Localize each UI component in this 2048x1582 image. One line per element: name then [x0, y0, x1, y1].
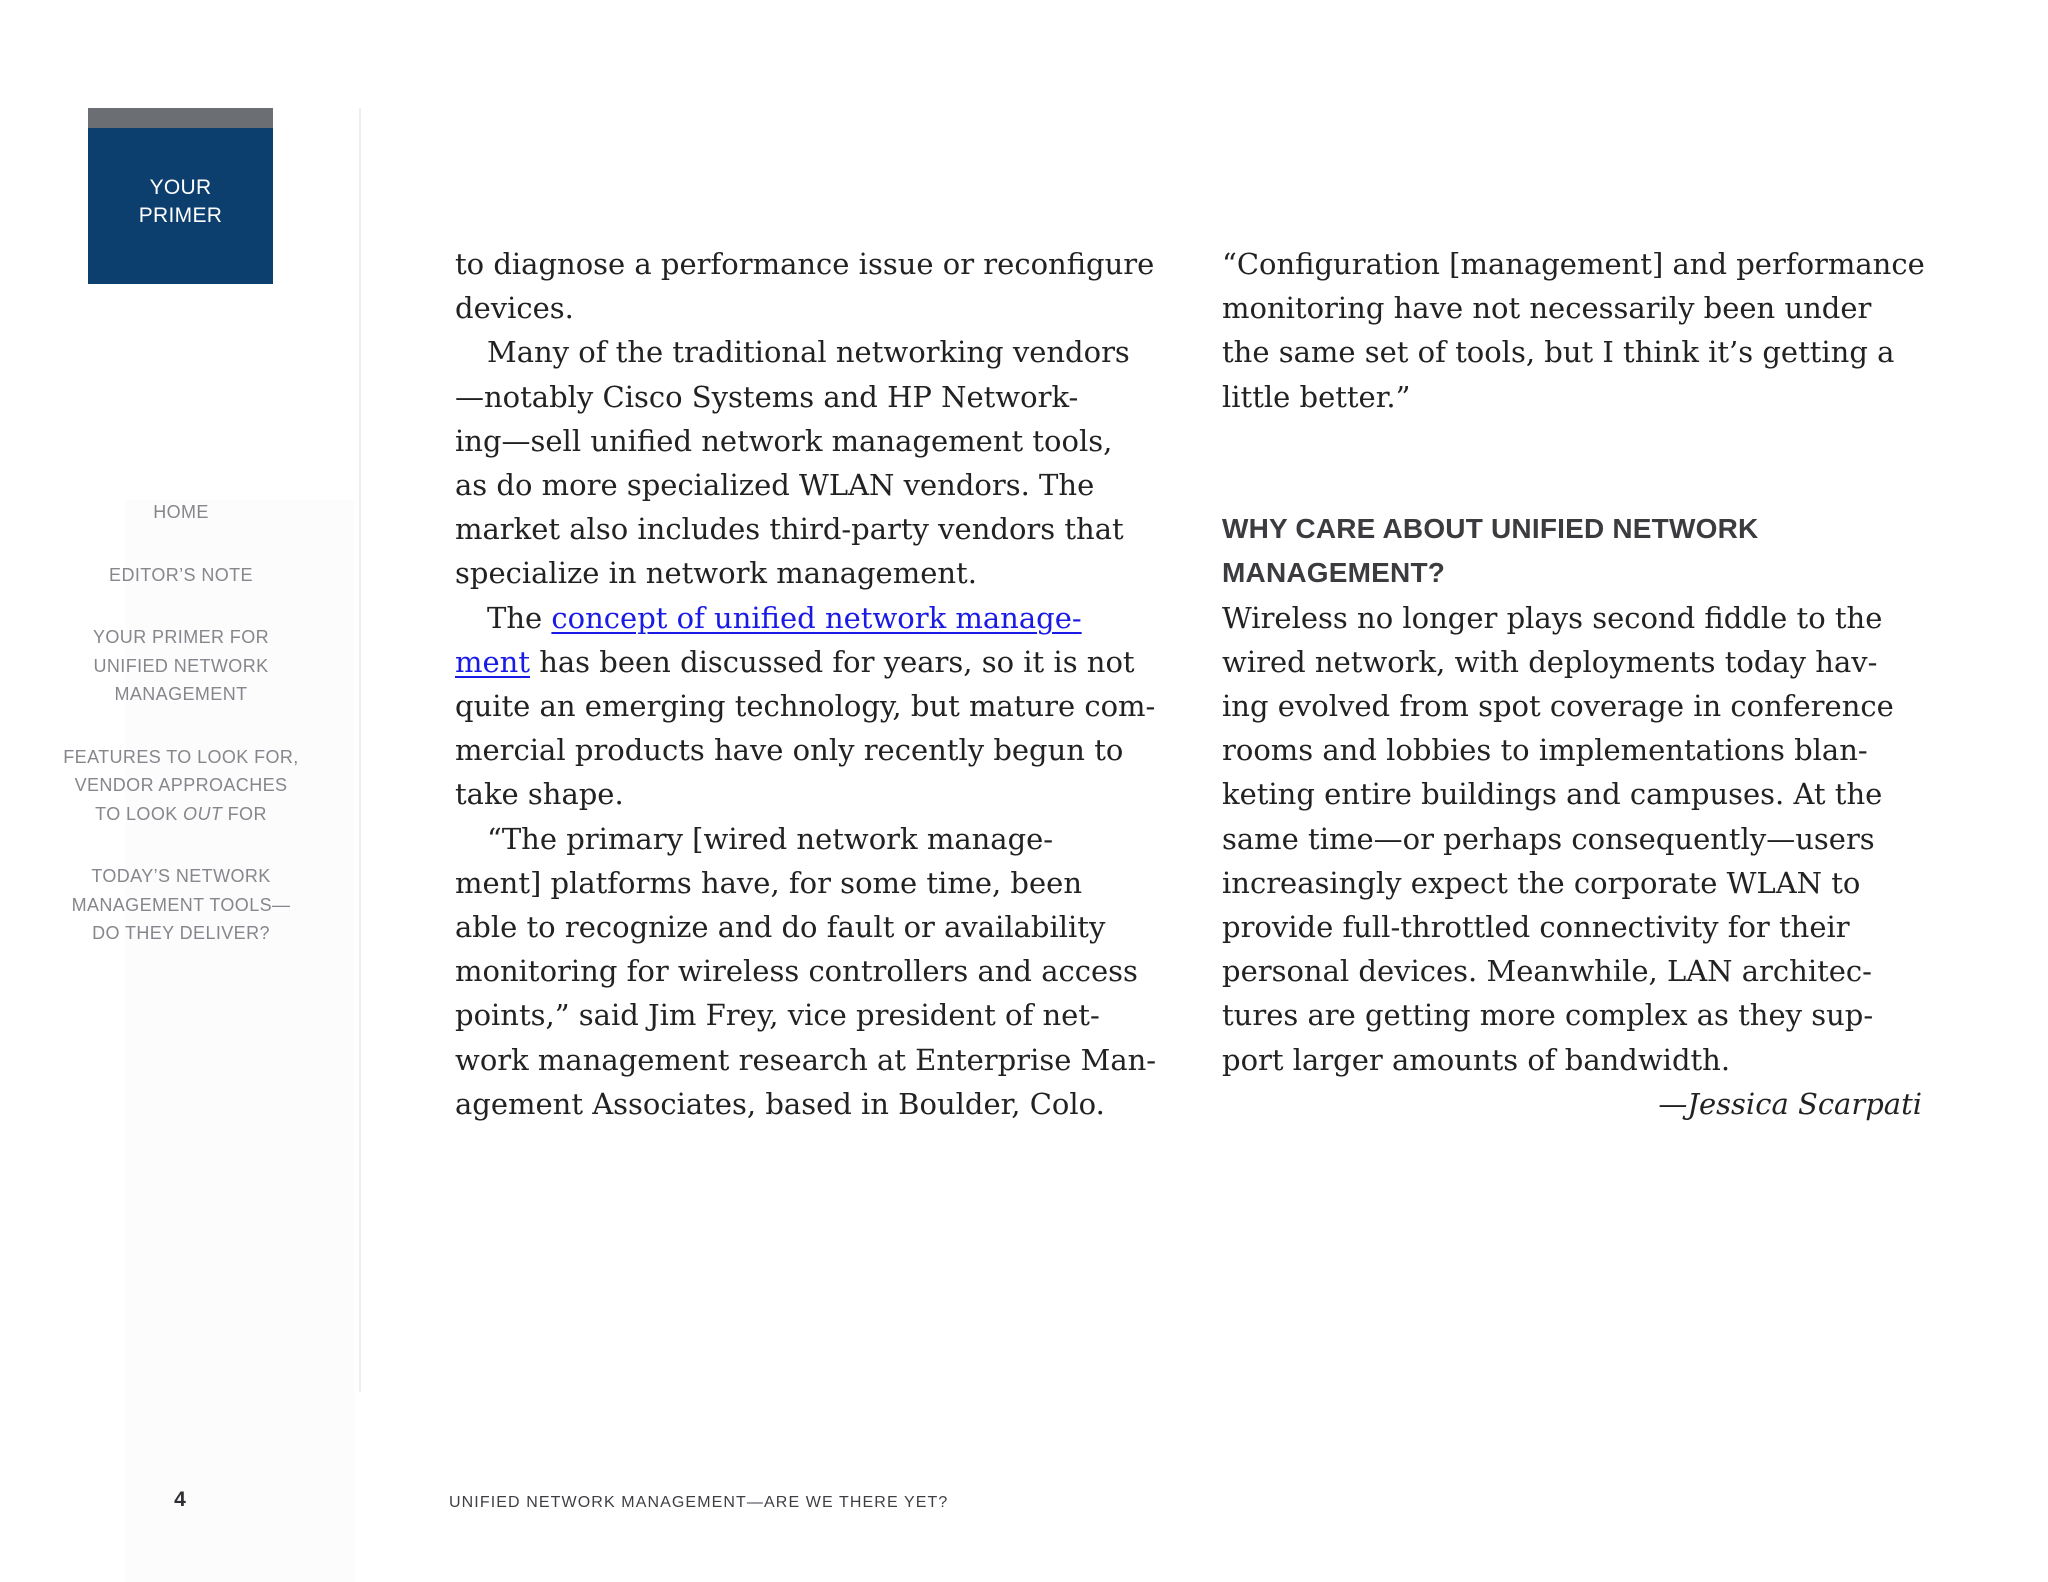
quote-line: monitoring have not necessarily been under [1222, 291, 1872, 326]
text-run: has been discussed for years, so it is not [530, 644, 1135, 679]
section-subheading: WHY CARE ABOUT UNIFIED NETWORK [1222, 513, 1759, 545]
text-line: increasingly expect the corporate WLAN to [1222, 865, 1861, 900]
text-line: ing—sell unified network management tools, [455, 423, 1113, 458]
nav-item-tools-line: DO THEY DELIVER? [92, 923, 270, 943]
nav-text-part: FOR [222, 803, 267, 824]
text-line: same time—or perhaps consequently—users [1222, 821, 1875, 856]
nav-item-tools-line: MANAGEMENT TOOLS— [71, 894, 291, 915]
text-line: take shape. [455, 777, 624, 812]
quote-line: little better.” [1222, 379, 1411, 414]
nav-item-tools[interactable] [40, 862, 322, 948]
quote-line: the same set of tools, but I think it’s getting a [1222, 335, 1895, 370]
article-column-left [455, 242, 1160, 1126]
text-line [455, 640, 1160, 684]
nav-item-editors-note-label: EDITOR’S NOTE [109, 564, 253, 585]
text-line: rooms and lobbies to implementations blan- [1222, 733, 1868, 768]
nav-item-features-line: VENDOR APPROACHES [74, 775, 288, 795]
paragraph-spacer [1222, 419, 1922, 507]
nav-item-home-label: HOME [153, 502, 209, 522]
article-column-right [1222, 242, 1925, 1126]
nav-text-emphasis: OUT [183, 803, 223, 824]
text-line: tures are getting more complex as they sup- [1222, 998, 1874, 1033]
text-run: The [487, 600, 552, 635]
sidebar-divider [359, 108, 361, 1392]
author-byline: —Jessica Scarpati [1658, 1086, 1922, 1121]
nav-item-primer-line: MANAGEMENT [114, 684, 248, 704]
text-line: mercial products have only recently begun to [455, 733, 1124, 768]
nav-item-primer-line: YOUR PRIMER FOR [92, 627, 269, 647]
section-subheading: MANAGEMENT? [1222, 557, 1446, 589]
text-line: agement Associates, based in Boulder, Colo. [455, 1086, 1105, 1121]
nav-item-features-line: FEATURES TO LOOK FOR, [63, 746, 299, 767]
text-line [455, 596, 1160, 640]
text-line: quite an emerging technology, but mature com- [455, 689, 1156, 724]
text-line: —notably Cisco Systems and HP Network- [455, 379, 1079, 414]
running-footer-title: UNIFIED NETWORK MANAGEMENT—ARE WE THERE YET? [449, 1494, 949, 1511]
sidebar-nav [40, 498, 322, 982]
text-line: as do more specialized WLAN vendors. The [455, 468, 1095, 503]
text-line: “The primary [wired network manage- [487, 821, 1054, 856]
nav-item-features-line [40, 800, 322, 829]
nav-item-home[interactable] [40, 498, 322, 527]
unified-network-management-link-continued[interactable]: ment [455, 644, 530, 679]
nav-item-editors-note[interactable] [40, 561, 322, 590]
nav-item-primer-line: UNIFIED NETWORK [93, 655, 269, 676]
text-line: port larger amounts of bandwidth. [1222, 1042, 1731, 1077]
text-line: wired network, with deployments today hav- [1222, 644, 1878, 679]
nav-item-primer[interactable] [40, 623, 322, 709]
text-line: points,” said Jim Frey, vice president of net- [455, 998, 1100, 1033]
nav-item-tools-line: TODAY’S NETWORK [91, 866, 271, 886]
text-line: work management research at Enterprise Man- [455, 1042, 1157, 1077]
text-line: market also includes third-party vendors that [455, 512, 1124, 547]
section-badge-line-1: YOUR [149, 176, 212, 199]
text-line: provide full-throttled connectivity for their [1222, 910, 1850, 945]
text-line: able to recognize and do fault or availability [455, 910, 1106, 945]
unified-network-management-link[interactable]: concept of unified network manage- [551, 600, 1082, 635]
nav-text-part: TO LOOK [95, 803, 184, 824]
text-line: devices. [455, 291, 574, 326]
text-line: keting entire buildings and campuses. At the [1222, 777, 1883, 812]
text-line: specialize in network management. [455, 556, 977, 591]
page-number: 4 [174, 1488, 186, 1511]
nav-item-features[interactable] [40, 743, 322, 829]
text-line: Many of the traditional networking vendors [487, 335, 1130, 370]
text-line: ing evolved from spot coverage in conference [1222, 689, 1894, 724]
text-line: Wireless no longer plays second fiddle to the [1222, 600, 1883, 635]
text-line: personal devices. Meanwhile, LAN architec- [1222, 954, 1872, 989]
quote-line: “Configuration [management] and performance [1222, 247, 1925, 281]
section-badge-line-2: PRIMER [138, 204, 223, 227]
text-line: monitoring for wireless controllers and access [455, 954, 1138, 989]
text-line: ment] platforms have, for some time, been [455, 865, 1082, 900]
section-badge [88, 108, 273, 284]
text-line: to diagnose a performance issue or reconfigure [455, 247, 1155, 281]
